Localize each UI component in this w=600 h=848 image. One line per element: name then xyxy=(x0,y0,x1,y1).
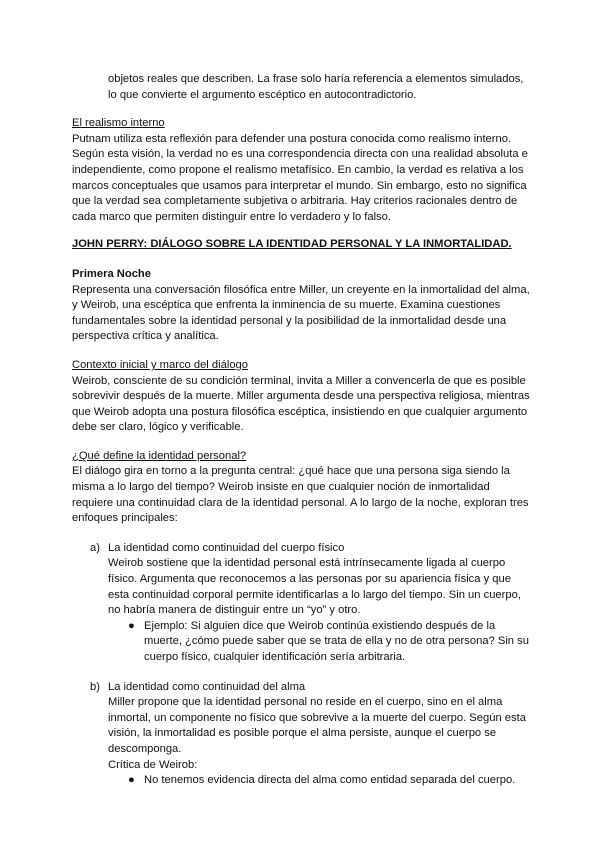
list-item-b-critica: Crítica de Weirob: xyxy=(108,758,198,771)
primera-noche-paragraph: Representa una conversación filosófica entre Miller, un creyente en la inmortalidad del alma, y Weirob, una escéptica que enfrenta la inminencia de su muerte. Examina cuestiones fundamentales sobre la identidad personal y la posibilidad de la inmortalidad desde una perspectiva crítica y analítica. xyxy=(72,283,530,343)
bullet-dot-icon: ● xyxy=(128,774,135,787)
bullet-dot-icon: ● xyxy=(128,619,135,632)
list-item-a-letter: a) xyxy=(90,541,100,554)
contexto-heading: Contexto inicial y marco del diálogo xyxy=(72,358,248,371)
list-item-b-letter: b) xyxy=(90,680,100,693)
intro-continuation: objetos reales que describen. La frase solo haría referencia a elementos simulados, lo que convierte el argumento escéptico en autocontradictorio. xyxy=(108,73,524,101)
list-item-a-bullet-text: Ejemplo: Si alguien dice que Weirob continúa existiendo después de la muerte, ¿cómo puede saber que se trata de ella y no de otra persona? Sin su cuerpo físico, cualquier identificación sería arbitraria. xyxy=(144,619,529,663)
list-item-b-bullet-text: No tenemos evidencia directa del alma como entidad separada del cuerpo. xyxy=(144,774,516,787)
realismo-heading: El realismo interno xyxy=(72,117,165,130)
list-item-a-body: Weirob sostiene que la identidad personal está intrínsecamente ligada al cuerpo físico. Argumenta que reconocemos a las personas por su apariencia física y que esta continuidad corporal permite identificarlas a lo largo del tiempo. Sin un cuerpo, no habría manera de distinguir entre un “yo” y otro. xyxy=(108,557,521,617)
contexto-paragraph: Weirob, consciente de su condición terminal, invita a Miller a convencerla de que es posible sobrevivir después de la muerte. Miller argumenta desde una perspectiva religiosa, mientras que Weirob adopta una postura filosófica escéptica, insistiendo en que cualquier argumento debe ser claro, lógico y verificable. xyxy=(72,374,530,434)
list-item-b-bullet xyxy=(122,773,532,789)
section-perry xyxy=(72,237,532,788)
perry-title: JOHN PERRY: DIÁLOGO SOBRE LA IDENTIDAD PERSONAL Y LA INMORTALIDAD. xyxy=(72,238,512,251)
primera-noche-heading: Primera Noche xyxy=(72,267,151,280)
list-item-a-label: La identidad como continuidad del cuerpo físico xyxy=(108,541,345,554)
list-item-a-bullet xyxy=(122,619,532,666)
list-item-a xyxy=(72,541,532,666)
list-item-b xyxy=(72,680,532,789)
section-realismo xyxy=(72,116,532,225)
identidad-heading: ¿Qué define la identidad personal? xyxy=(72,449,247,462)
document-page xyxy=(72,72,532,789)
list-item-b-body: Miller propone que la identidad personal no reside en el cuerpo, sino en el alma inmortal, un componente no físico que sobrevive a la muerte del cuerpo. Según esta visión, la inmortalidad es posible porque el alma persiste, aunque el cuerpo se descomponga. xyxy=(108,696,526,755)
identidad-paragraph: El diálogo gira en torno a la pregunta central: ¿qué hace que una persona siga siendo la misma a lo largo del tiempo? Weirob insiste en que cualquier noción de inmortalidad requiere una continuidad clara de la identidad personal. A lo largo de la noche, exploran tres enfoques principales: xyxy=(72,465,529,525)
list-item-b-label: La identidad como continuidad del alma xyxy=(108,680,306,693)
realismo-paragraph: Putnam utiliza esta reflexión para defender una postura conocida como realismo interno. Según esta visión, la verdad no es una correspondencia directa con una realidad absoluta e independiente, como propone el realismo metafísico. En cambio, la verdad es relativa a los marcos conceptuales que usamos para interpretar el mundo. Sin embargo, esto no significa que la verdad sea completamente subjetiva o arbitraria. Hay criterios racionales dentro de cada marco que permiten distinguir entre lo verdadero y lo falso. xyxy=(72,132,528,223)
